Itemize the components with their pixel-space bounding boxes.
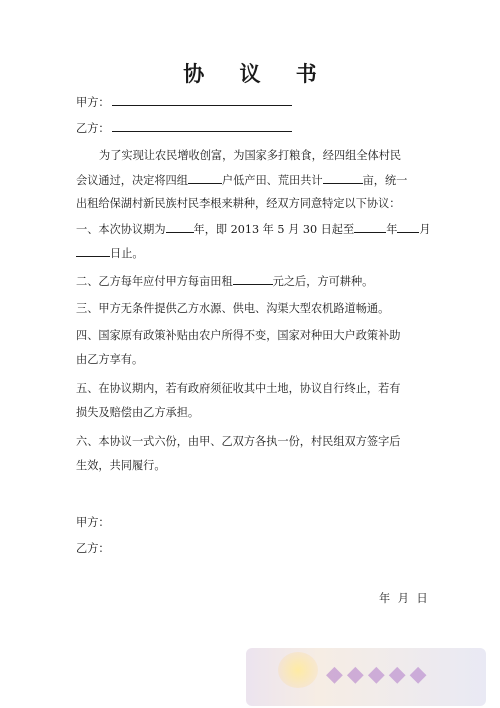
clause-4-line-1	[76, 328, 438, 343]
party-b-blank	[112, 120, 292, 132]
end-day-blank	[76, 245, 110, 257]
date-line: 年 月 日	[379, 592, 428, 605]
clause-1-text-b: 年，即 2013 年 5 月 30 日起至	[193, 223, 355, 236]
clause-6-text-2: 生效，共同履行。	[76, 459, 166, 472]
clause-5-line-1	[76, 381, 438, 396]
clause-4-text-1: 四、国家原有政策补贴由农户所得不变，国家对种田大户政策补助	[76, 329, 401, 342]
party-b-line	[76, 120, 438, 136]
clause-2-text-a: 二、乙方每年应付甲方每亩田租	[76, 275, 233, 288]
clause-1-line-1	[76, 221, 438, 237]
clause-1-text-d: 月	[419, 223, 431, 236]
clause-1-text-e: 日止。	[110, 247, 144, 260]
watermark-blurred-mark: ◆◆◆◆◆	[326, 662, 431, 687]
document-title: 协 议 书	[183, 62, 331, 86]
clause-5-text-2: 损失及赔偿由乙方承担。	[76, 406, 200, 419]
watermark-glow-icon	[278, 652, 318, 688]
clause-4-text-2: 由乙方享有。	[76, 353, 144, 366]
watermark-logo	[246, 648, 486, 706]
intro-text-5: 出租给保湖村新民族村民李根来耕种，经双方同意特定以下协议：	[76, 197, 401, 210]
clause-1-text-a: 一、本次协议期为	[76, 223, 166, 236]
clause-5-text-1: 五、在协议期内，若有政府须征收其中土地，协议自行终止，若有	[76, 382, 401, 395]
intro-text-2: 会议通过，决定将四组	[76, 174, 188, 187]
signature-party-a: 甲方：	[76, 516, 110, 529]
intro-line-3	[76, 196, 438, 211]
party-a-line	[76, 94, 438, 110]
clause-6-text-1: 六、本协议一式六份，由甲、乙双方各执一份，村民组双方签字后	[76, 435, 401, 448]
intro-text-1: 为了实现让农民增收创富，为国家多打粮食，经四组全体村民	[99, 149, 402, 162]
clause-6-line-2	[76, 458, 438, 473]
intro-line-1	[99, 148, 461, 163]
signature-party-b: 乙方：	[76, 542, 110, 555]
party-a-label: 甲方：	[76, 96, 110, 109]
end-month-blank	[397, 221, 419, 233]
clause-1-text-c: 年	[386, 223, 398, 236]
intro-text-4: 亩，统一	[362, 174, 408, 187]
party-a-blank	[112, 94, 292, 106]
clause-3	[76, 301, 438, 316]
end-year-blank	[354, 221, 386, 233]
clause-2-text-b: 元之后，方可耕种。	[272, 275, 374, 288]
clause-3-text: 三、甲方无条件提供乙方水源、供电、沟渠大型农机路道畅通。	[76, 302, 390, 315]
clause-6-line-1	[76, 434, 438, 449]
intro-line-2	[76, 172, 438, 188]
clause-4-line-2	[76, 352, 438, 367]
clause-5-line-2	[76, 405, 438, 420]
party-b-label: 乙方：	[76, 122, 110, 135]
acreage-blank	[323, 172, 363, 184]
households-blank	[188, 172, 222, 184]
term-years-blank	[166, 221, 194, 233]
rent-blank	[233, 273, 273, 285]
clause-1-line-2	[76, 245, 438, 261]
clause-2	[76, 273, 438, 289]
intro-text-3: 户低产田、荒田共计	[221, 174, 323, 187]
